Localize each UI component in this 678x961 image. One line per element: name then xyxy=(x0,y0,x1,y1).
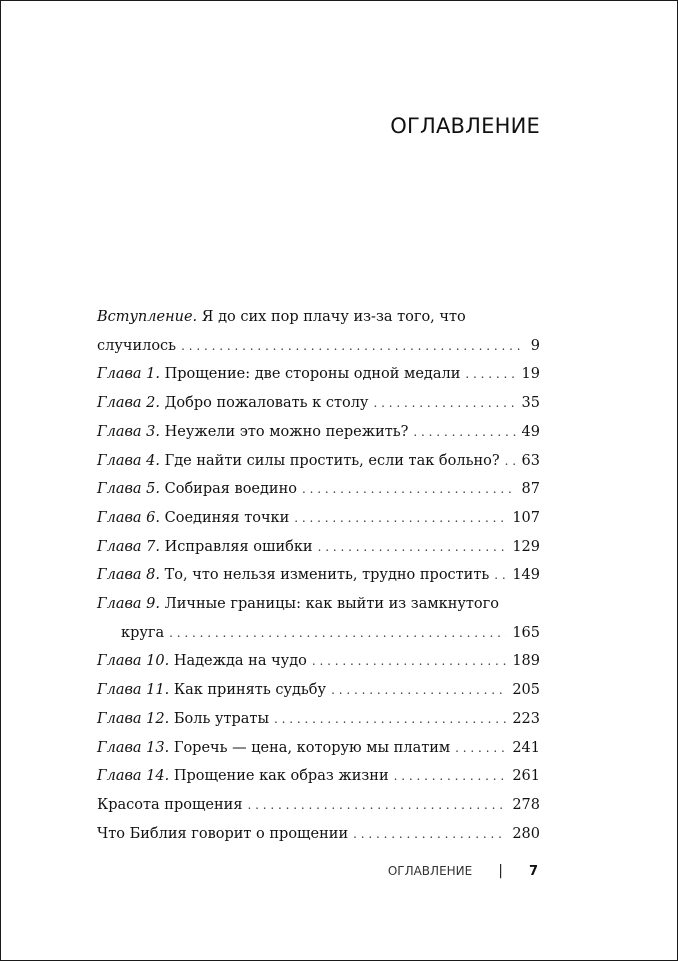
toc-entry-title: Прощение как образ жизни xyxy=(169,768,389,785)
dot-leader xyxy=(455,734,506,763)
toc-entry-chapter-2[interactable] xyxy=(97,389,540,418)
toc-entry-title: Соединяя точки xyxy=(160,509,290,526)
toc-entry-chapter-10[interactable] xyxy=(97,647,540,676)
table-of-contents xyxy=(97,303,540,848)
toc-entry-title: Что Библия говорит о прощении xyxy=(97,825,349,842)
toc-page-number: 9 xyxy=(530,337,540,354)
dot-leader xyxy=(331,676,506,705)
toc-entry-prefix: Глава 13. xyxy=(97,739,170,756)
toc-entry-prefix: Глава 4. xyxy=(97,452,161,469)
dot-leader xyxy=(274,705,506,734)
toc-entry-prefix: Глава 6. xyxy=(97,509,161,526)
toc-page-number: 223 xyxy=(512,710,540,727)
dot-leader xyxy=(312,647,506,676)
toc-entry-chapter-1[interactable] xyxy=(97,360,540,389)
toc-entry-prefix: Вступление. xyxy=(97,309,198,325)
toc-entry-chapter-9[interactable] xyxy=(97,590,540,647)
toc-entry-prefix: Глава 11. xyxy=(97,682,170,699)
toc-entry-title: Как принять судьбу xyxy=(169,682,327,699)
toc-entry-title: Красота прощения xyxy=(97,796,243,813)
toc-entry-chapter-13[interactable] xyxy=(97,734,540,763)
dot-leader xyxy=(302,475,516,504)
toc-entry-chapter-14[interactable] xyxy=(97,762,540,791)
dot-leader xyxy=(465,360,515,389)
toc-entry-chapter-6[interactable] xyxy=(97,504,540,533)
running-header: ОГЛАВЛЕНИЕ xyxy=(387,864,473,878)
toc-entry-title: Я до сих пор плачу из-за того, что xyxy=(197,309,466,325)
toc-entry-beauty-of-forgiveness[interactable] xyxy=(97,791,540,820)
toc-page-number: 280 xyxy=(512,825,540,842)
toc-page-number: 205 xyxy=(512,682,540,699)
toc-entry-chapter-3[interactable] xyxy=(97,418,540,447)
toc-entry-title: То, что нельзя изменить, трудно простить xyxy=(160,567,490,584)
toc-page-number: 241 xyxy=(512,739,540,756)
dot-leader xyxy=(353,820,506,849)
dot-leader xyxy=(394,762,507,791)
toc-entry-prefix: Глава 12. xyxy=(97,710,170,727)
page-title: ОГЛАВЛЕНИЕ xyxy=(390,114,540,138)
toc-entry-title: Личные границы: как выйти из замкнутого xyxy=(160,596,499,613)
page-number: 7 xyxy=(528,863,538,879)
toc-entry-prefix: Глава 3. xyxy=(97,423,161,440)
toc-page-number: 165 xyxy=(512,624,540,641)
toc-entry-chapter-4[interactable] xyxy=(97,447,540,476)
toc-entry-prefix: Глава 9. xyxy=(97,596,161,613)
dot-leader xyxy=(318,533,507,562)
toc-entry-chapter-11[interactable] xyxy=(97,676,540,705)
toc-entry-prefix: Глава 14. xyxy=(97,768,170,785)
toc-page-number: 19 xyxy=(521,366,540,383)
toc-page-number: 189 xyxy=(512,653,540,670)
toc-entry-prefix: Глава 1. xyxy=(97,366,161,383)
dot-leader xyxy=(169,619,506,648)
toc-entry-title: Добро пожаловать к столу xyxy=(160,395,369,412)
toc-entry-title: Неужели это можно пережить? xyxy=(160,423,409,440)
toc-entry-prefix: Глава 7. xyxy=(97,538,161,555)
toc-page-number: 63 xyxy=(521,452,540,469)
toc-entry-title-continued: круга xyxy=(121,624,165,641)
toc-entry-chapter-8[interactable] xyxy=(97,561,540,590)
dot-leader xyxy=(181,332,525,361)
toc-entry-title: Боль утраты xyxy=(169,710,269,727)
dot-leader xyxy=(505,447,516,476)
toc-page-number: 278 xyxy=(512,796,540,813)
toc-page-number: 149 xyxy=(512,567,540,584)
toc-entry-bible-on-forgiveness[interactable] xyxy=(97,820,540,849)
toc-page-number: 261 xyxy=(512,768,540,785)
toc-entry-title-continued: случилось xyxy=(97,337,177,354)
toc-entry-chapter-12[interactable] xyxy=(97,705,540,734)
dot-leader xyxy=(373,389,515,418)
footer-separator: | xyxy=(498,863,503,879)
toc-entry-title: Где найти силы простить, если так больно? xyxy=(160,452,500,469)
toc-entry-intro[interactable] xyxy=(97,303,540,360)
toc-entry-title: Собирая воедино xyxy=(160,481,297,498)
toc-page-number: 35 xyxy=(521,395,540,412)
toc-page-number: 87 xyxy=(521,481,540,498)
toc-entry-chapter-5[interactable] xyxy=(97,475,540,504)
toc-entry-chapter-7[interactable] xyxy=(97,533,540,562)
toc-page-number: 107 xyxy=(512,509,540,526)
toc-page-number: 49 xyxy=(521,423,540,440)
toc-entry-prefix: Глава 2. xyxy=(97,395,161,412)
toc-entry-prefix: Глава 10. xyxy=(97,653,170,670)
toc-entry-title: Надежда на чудо xyxy=(169,653,307,670)
dot-leader xyxy=(294,504,506,533)
toc-entry-prefix: Глава 5. xyxy=(97,481,161,498)
toc-entry-title: Горечь — цена, которую мы платим xyxy=(169,739,451,756)
dot-leader xyxy=(248,791,507,820)
dot-leader xyxy=(494,561,506,590)
toc-page-number: 129 xyxy=(512,538,540,555)
page-footer xyxy=(388,863,538,879)
toc-entry-title: Прощение: две стороны одной медали xyxy=(160,366,461,383)
dot-leader xyxy=(413,418,515,447)
toc-entry-prefix: Глава 8. xyxy=(97,567,161,584)
toc-entry-title: Исправляя ошибки xyxy=(160,538,313,555)
